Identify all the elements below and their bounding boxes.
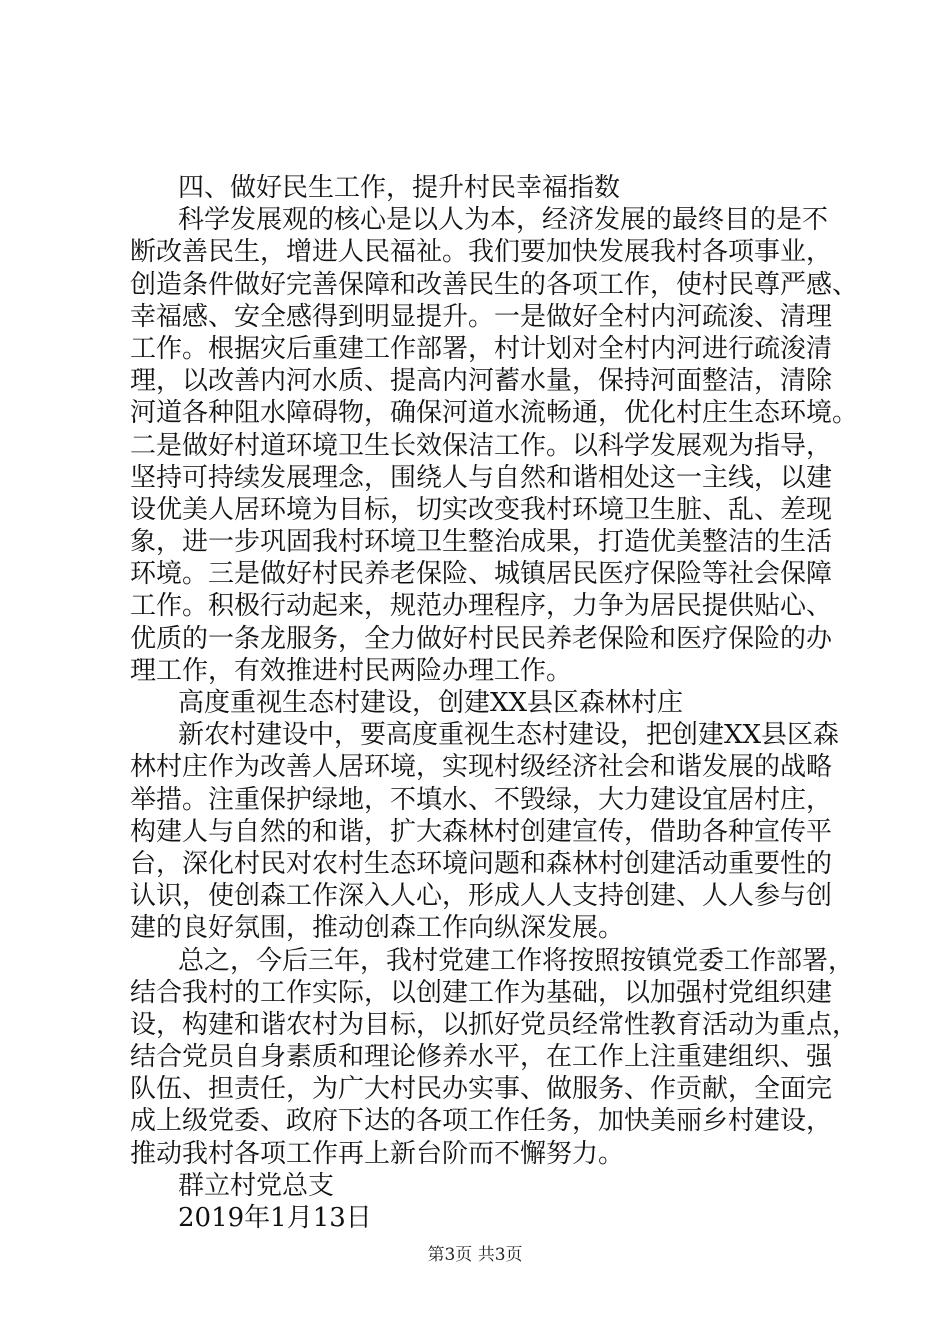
paragraph-line: 理工作，有效推进村民两险办理工作。 — [130, 655, 573, 686]
paragraph-line: 队伍、担责任，为广大村民办实事、做服务、作贡献，全面完 — [130, 1074, 833, 1105]
paragraph-line: 创造条件做好完善保障和改善民生的各项工作，使村民尊严感、 — [130, 269, 859, 300]
paragraph-line: 设，构建和谐农村为目标，以抓好党员经常性教育活动为重点， — [130, 1009, 859, 1040]
paragraph-line: 举措。注重保护绿地，不填水、不毁绿，大力建设宜居村庄， — [130, 784, 833, 815]
document-body — [130, 172, 859, 1234]
paragraph-line: 象，进一步巩固我村环境卫生整治成果，打造优美整洁的生活 — [130, 527, 833, 558]
date: 2019年1月13日 — [178, 1203, 372, 1233]
paragraph-line: 台，深化村民对农村生态环境问题和森林村创建活动重要性的 — [130, 848, 833, 879]
paragraph-line: 坚持可持续发展理念，围绕人与自然和谐相处这一主线，以建 — [130, 462, 833, 493]
page-indicator: 第3页 共3页 — [427, 1245, 523, 1265]
paragraph-line: 工作。根据灾后重建工作部署，村计划对全村内河进行疏浚清 — [130, 333, 833, 364]
paragraph-line: 科学发展观的核心是以人为本，经济发展的最终目的是不 — [178, 205, 829, 236]
paragraph-line: 新农村建设中，要高度重视生态村建设，把创建XX县区森 — [178, 720, 840, 751]
paragraph-line: 林村庄作为改善人居环境，实现村级经济社会和谐发展的战略 — [130, 752, 833, 783]
paragraph-livelihood — [130, 204, 859, 687]
paragraph-line: 幸福感、安全感得到明显提升。一是做好全村内河疏浚、清理 — [130, 301, 833, 332]
paragraph-line: 断改善民生，增进人民福祉。我们要加快发展我村各项事业， — [130, 237, 833, 268]
paragraph-line: 二是做好村道环境卫生长效保洁工作。以科学发展观为指导， — [130, 430, 833, 461]
section-heading: 高度重视生态村建设，创建XX县区森林村庄 — [178, 688, 684, 718]
paragraph-line: 河道各种阻水障碍物，确保河道水流畅通，优化村庄生态环境。 — [130, 398, 859, 429]
paragraph-line: 设优美人居环境为目标，切实改变我村环境卫生脏、乱、差现 — [130, 494, 833, 525]
signature: 群立村党总支 — [178, 1170, 335, 1201]
paragraph-line: 构建人与自然的和谐，扩大森林村创建宣传，借助各种宣传平 — [130, 816, 833, 847]
paragraph-line: 工作。积极行动起来，规范办理程序，力争为居民提供贴心、 — [130, 591, 833, 622]
paragraph-line: 认识，使创森工作深入人心，形成人人支持创建、人人参与创 — [130, 881, 833, 912]
paragraph-line: 建的良好氛围，推动创森工作向纵深发展。 — [130, 913, 625, 944]
paragraph-ecology — [130, 719, 840, 944]
paragraph-line: 推动我村各项工作再上新台阶而不懈努力。 — [130, 1138, 625, 1169]
paragraph-line: 结合党员自身素质和理论修养水平，在工作上注重建组织、强 — [130, 1042, 833, 1073]
paragraph-summary — [130, 945, 859, 1170]
section-heading: 四、做好民生工作，提升村民幸福指数 — [178, 173, 621, 203]
paragraph-line: 理，以改善内河水质、提高内河蓄水量，保持河面整洁，清除 — [130, 366, 833, 397]
paragraph-line: 优质的一条龙服务，全力做好村民民养老保险和医疗保险的办 — [130, 623, 833, 654]
paragraph-line: 环境。三是做好村民养老保险、城镇居民医疗保险等社会保障 — [130, 559, 833, 590]
paragraph-line: 总之，今后三年，我村党建工作将按照按镇党委工作部署， — [178, 945, 855, 976]
paragraph-line: 成上级党委、政府下达的各项工作任务，加快美丽乡村建设， — [130, 1106, 833, 1137]
paragraph-line: 结合我村的工作实际，以创建工作为基础，以加强村党组织建 — [130, 977, 833, 1008]
